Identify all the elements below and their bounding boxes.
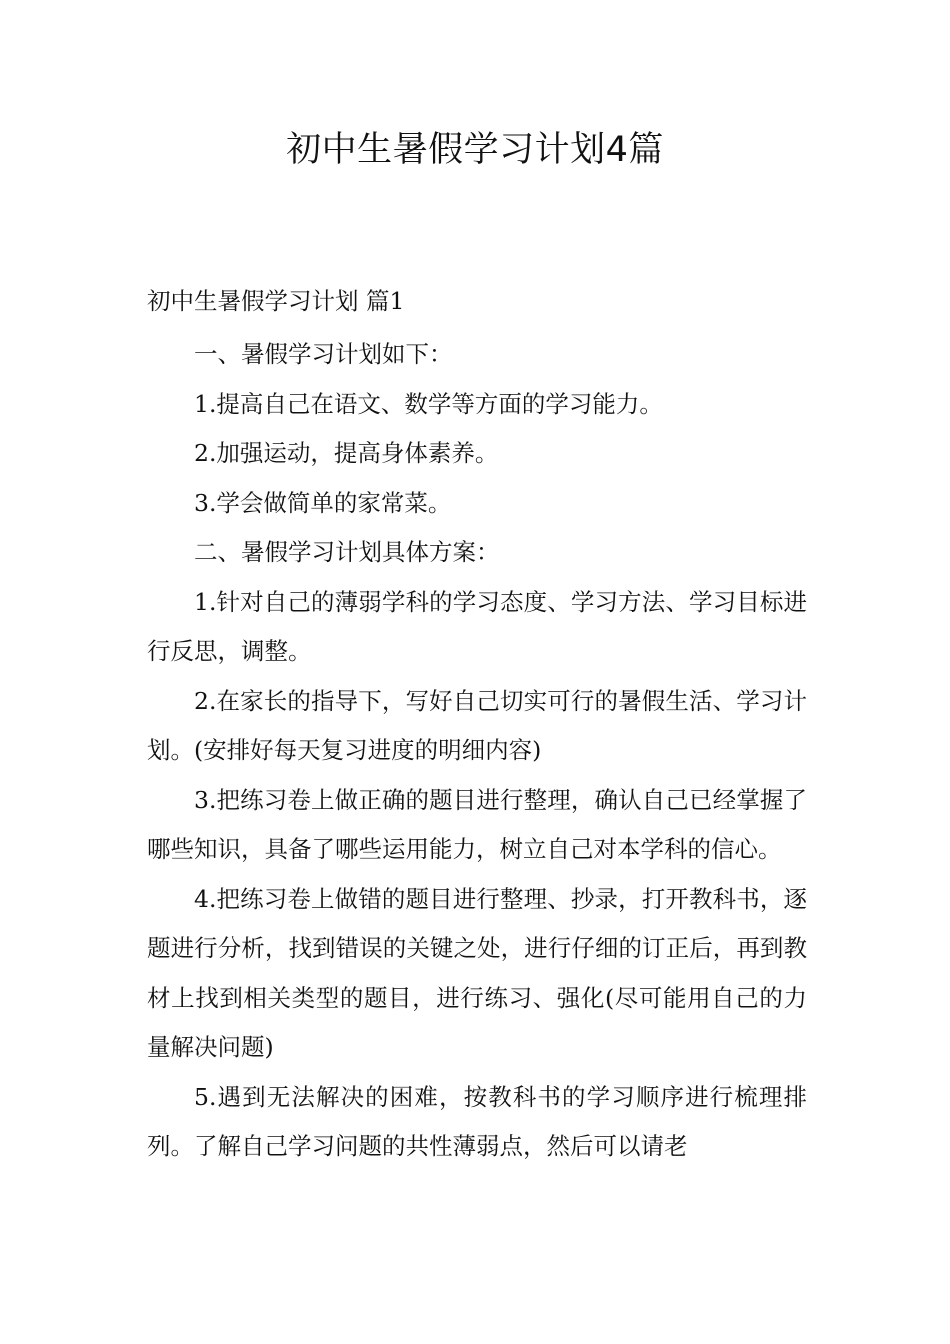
section-heading: 初中生暑假学习计划 篇1 [147,287,405,315]
paragraph: 2.在家长的指导下，写好自己切实可行的暑假生活、学习计划。(安排好每天复习进度的明细内容) [147,686,807,764]
document-body [147,280,807,1172]
paragraph: 1.提高自己在语文、数学等方面的学习能力。 [194,389,663,418]
paragraph: 4.把练习卷上做错的题目进行整理、抄录，打开教科书，逐题进行分析，找到错误的关键之处，进行仔细的订正后，再到教材上找到相关类型的题目，进行练习、强化(尽可能用自己的力量解决问题) [147,884,807,1061]
paragraph: 一、暑假学习计划如下： [194,340,453,368]
paragraph: 5.遇到无法解决的困难，按教科书的学习顺序进行梳理排列。了解自己学习问题的共性薄弱点，然后可以请老 [147,1082,807,1160]
document-title: 初中生暑假学习计划4篇 [286,130,664,170]
paragraph: 3.把练习卷上做正确的题目进行整理，确认自己已经掌握了哪些知识，具备了哪些运用能力，树立自己对本学科的信心。 [147,785,807,863]
paragraph: 3.学会做简单的家常菜。 [194,488,452,517]
paragraph: 1.针对自己的薄弱学科的学习态度、学习方法、学习目标进行反思，调整。 [147,587,807,665]
paragraph: 二、暑假学习计划具体方案： [194,538,500,566]
paragraph: 2.加强运动，提高身体素养。 [194,439,499,467]
